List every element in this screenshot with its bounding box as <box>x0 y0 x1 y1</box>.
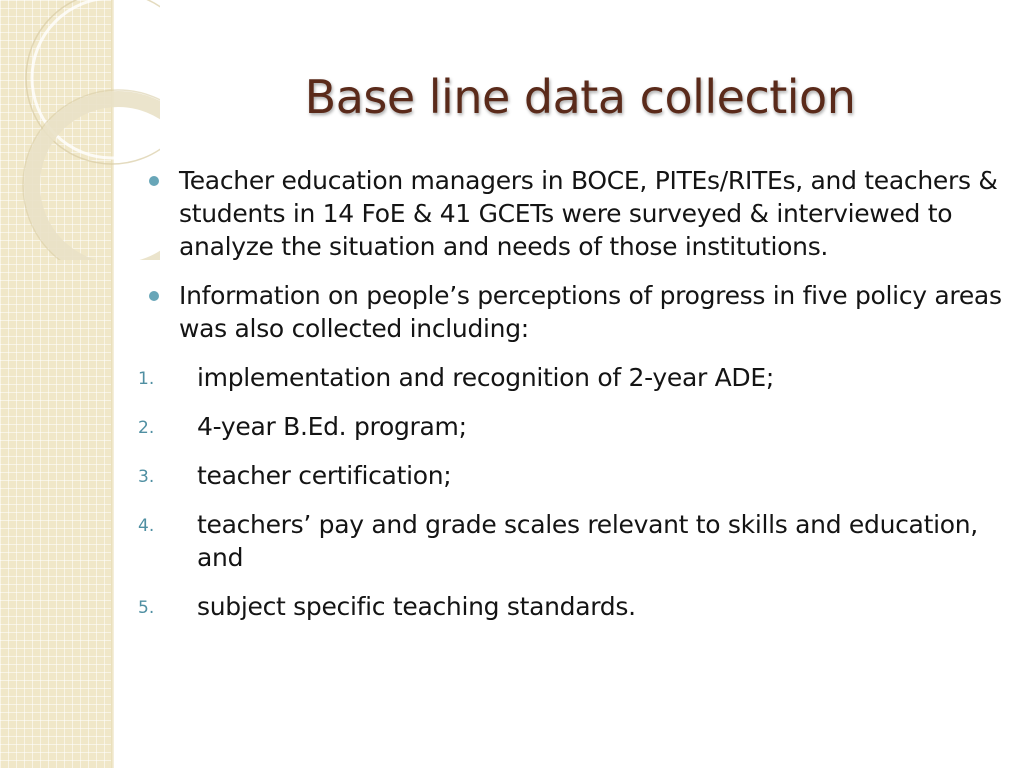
numbered-item <box>132 361 1002 394</box>
numbered-item <box>132 590 1002 623</box>
bullet-dot-icon <box>149 291 159 301</box>
slide-title: Base line data collection <box>304 70 856 124</box>
slide-content <box>132 164 1002 639</box>
item-text: subject specific teaching standards. <box>197 592 636 621</box>
item-text: implementation and recognition of 2-year ADE; <box>197 363 774 392</box>
numbered-item <box>132 459 1002 492</box>
item-text: teacher certification; <box>197 461 452 490</box>
item-number: 1. <box>138 369 155 389</box>
item-text: teachers’ pay and grade scales relevant to skills and education, and <box>197 510 978 572</box>
bullet-item <box>132 279 1002 345</box>
numbered-item <box>132 410 1002 443</box>
item-number: 3. <box>138 467 155 487</box>
item-number: 4. <box>138 516 155 536</box>
item-number: 2. <box>138 418 155 438</box>
item-number: 5. <box>138 598 155 618</box>
bullet-text: Information on people’s perceptions of progress in five policy areas was also collected including: <box>179 281 1002 343</box>
numbered-item <box>132 508 1002 574</box>
bullet-text: Teacher education managers in BOCE, PITEs/RITEs, and teachers & students in 14 FoE & 41 GCETs were surveyed & interviewed to analyze the situation and needs of those institutions. <box>179 166 998 261</box>
bullet-dot-icon <box>149 176 159 186</box>
item-text: 4-year B.Ed. program; <box>197 412 467 441</box>
bullet-item <box>132 164 1002 263</box>
